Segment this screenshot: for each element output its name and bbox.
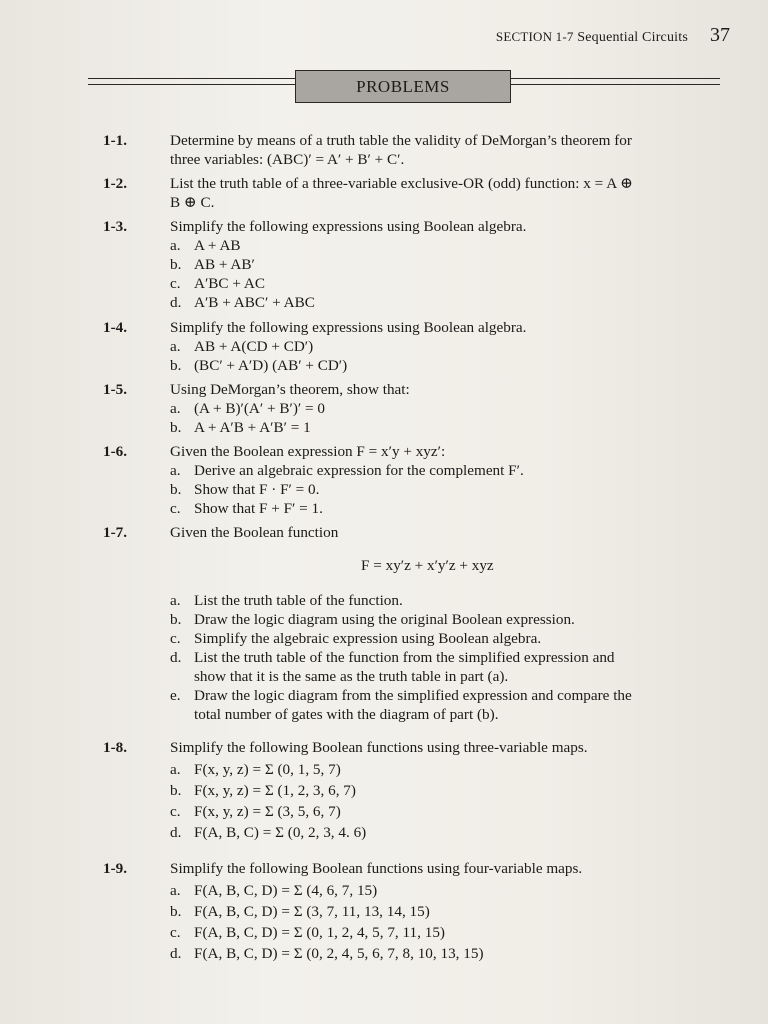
problem-1-6: [103, 442, 723, 518]
list-item: [170, 591, 723, 610]
item-text: List the truth table of the function.: [194, 592, 403, 609]
problem-number: 1-6.: [103, 443, 128, 460]
running-header: [440, 24, 730, 48]
list-item: [170, 399, 723, 418]
list-item: [170, 499, 723, 518]
item-label: d.: [170, 824, 182, 841]
section-heading: [496, 29, 688, 46]
list-item: [170, 922, 723, 943]
item-text: Show that F + F′ = 1.: [194, 500, 323, 517]
item-label: c.: [170, 630, 181, 647]
item-text: F(x, y, z) = Σ (3, 5, 6, 7): [194, 803, 341, 820]
list-item: [170, 801, 723, 822]
item-text: Derive an algebraic expression for the complement F′.: [194, 462, 524, 479]
list-item: [170, 255, 723, 274]
list-item: [170, 356, 723, 375]
item-label: b.: [170, 782, 182, 799]
problem-number: 1-1.: [103, 132, 128, 149]
section-title: Sequential Circuits: [577, 30, 688, 45]
item-text: A + AB: [194, 237, 241, 254]
problem-1-1: [103, 131, 723, 169]
list-item: [170, 337, 723, 356]
problem-1-4: [103, 318, 723, 375]
section-prefix: SECTION 1-7: [495, 29, 574, 44]
problem-number: 1-9.: [103, 860, 128, 877]
item-label: b.: [170, 357, 182, 374]
problem-intro: Simplify the following Boolean functions using three-variable maps.: [170, 739, 588, 756]
item-text: A′BC + AC: [194, 275, 265, 292]
problem-number: 1-4.: [103, 319, 128, 336]
item-text: (A + B)′(A′ + B′)′ = 0: [194, 400, 325, 417]
item-label: b.: [170, 481, 182, 498]
item-label: c.: [170, 275, 181, 292]
item-text: A + A′B + A′B′ = 1: [194, 419, 311, 436]
item-label: d.: [170, 649, 182, 666]
list-item: [170, 648, 723, 686]
problem-number: 1-2.: [103, 175, 128, 192]
problem-text: List the truth table of a three-variable exclusive-OR (odd) function: x = A ⊕: [170, 175, 633, 192]
list-item: [170, 480, 723, 499]
item-text: F(A, B, C) = Σ (0, 2, 3, 4. 6): [194, 824, 367, 841]
item-label: c.: [170, 803, 181, 820]
list-item: [170, 274, 723, 293]
list-item: [170, 610, 723, 629]
problem-intro: Simplify the following Boolean functions using four-variable maps.: [170, 860, 583, 877]
problem-1-2: [103, 174, 723, 212]
banner-title: PROBLEMS: [356, 76, 450, 96]
item-text: AB + A(CD + CD′): [194, 338, 314, 355]
problem-1-5: [103, 380, 723, 437]
list-item: [170, 686, 723, 724]
item-label: a.: [170, 400, 181, 417]
list-item: [170, 901, 723, 922]
item-label: b.: [170, 256, 182, 273]
item-text: Simplify the algebraic expression using Boolean algebra.: [194, 630, 542, 647]
item-text: Show that F · F′ = 0.: [194, 481, 320, 498]
item-text: AB + AB′: [194, 256, 255, 273]
item-text: F(A, B, C, D) = Σ (3, 7, 11, 13, 14, 15): [194, 903, 430, 920]
problem-intro: Simplify the following expressions using Boolean algebra.: [170, 218, 527, 235]
problem-number: 1-5.: [103, 381, 128, 398]
problem-intro: Given the Boolean expression F = x′y + xyz′:: [170, 443, 446, 460]
list-item: [170, 418, 723, 437]
item-label: d.: [170, 294, 182, 311]
item-label: b.: [170, 419, 182, 436]
item-label: e.: [170, 687, 181, 704]
list-item: [170, 461, 723, 480]
item-text: F(A, B, C, D) = Σ (0, 2, 4, 5, 6, 7, 8, 10, 13, 15): [194, 945, 484, 962]
list-item: [170, 780, 723, 801]
item-text: F(A, B, C, D) = Σ (4, 6, 7, 15): [194, 882, 378, 899]
item-text: (BC′ + A′D) (AB′ + CD′): [194, 357, 348, 374]
item-label: b.: [170, 903, 182, 920]
item-label: c.: [170, 924, 181, 941]
list-item: [170, 822, 723, 843]
problem-intro: Using DeMorgan’s theorem, show that:: [170, 381, 410, 398]
item-text: Draw the logic diagram using the original Boolean expression.: [194, 611, 575, 628]
list-item: [170, 943, 723, 964]
item-text: A′B + ABC′ + ABC: [194, 294, 315, 311]
item-text: F(A, B, C, D) = Σ (0, 1, 2, 4, 5, 7, 11, 15): [194, 924, 445, 941]
page-number: 37: [710, 24, 730, 46]
problem-text: B ⊕ C.: [170, 194, 215, 211]
item-label: a.: [170, 761, 181, 778]
problem-1-8: [103, 738, 723, 843]
problem-1-3: [103, 217, 723, 312]
problem-number: 1-8.: [103, 739, 128, 756]
item-text: List the truth table of the function from the simplified expression and: [194, 649, 615, 666]
problem-number: 1-3.: [103, 218, 128, 235]
item-text: F(x, y, z) = Σ (1, 2, 3, 6, 7): [194, 782, 356, 799]
problem-text: Determine by means of a truth table the validity of DeMorgan’s theorem for: [170, 132, 632, 149]
problems-banner: [295, 70, 511, 103]
problem-1-7: [103, 523, 723, 724]
problem-1-9: [103, 859, 723, 964]
problem-intro: Simplify the following expressions using Boolean algebra.: [170, 319, 527, 336]
item-label: c.: [170, 500, 181, 517]
item-label: d.: [170, 945, 182, 962]
item-label: a.: [170, 462, 181, 479]
list-item: [170, 759, 723, 780]
item-label: a.: [170, 338, 181, 355]
item-text: Draw the logic diagram from the simplified expression and compare the: [194, 687, 632, 704]
display-equation: F = xy′z + x′y′z + xyz: [361, 557, 494, 574]
list-item: [170, 236, 723, 255]
item-text: F(x, y, z) = Σ (0, 1, 5, 7): [194, 761, 341, 778]
item-text-continued: total number of gates with the diagram of part (b).: [194, 706, 499, 723]
item-label: b.: [170, 611, 182, 628]
list-item: [170, 629, 723, 648]
list-item: [170, 880, 723, 901]
problem-number: 1-7.: [103, 524, 128, 541]
list-item: [170, 293, 723, 312]
problem-text: three variables: (ABC)′ = A′ + B′ + C′.: [170, 151, 405, 168]
item-label: a.: [170, 592, 181, 609]
problem-intro: Given the Boolean function: [170, 524, 339, 541]
item-label: a.: [170, 882, 181, 899]
item-text-continued: show that it is the same as the truth table in part (a).: [194, 668, 509, 685]
item-label: a.: [170, 237, 181, 254]
